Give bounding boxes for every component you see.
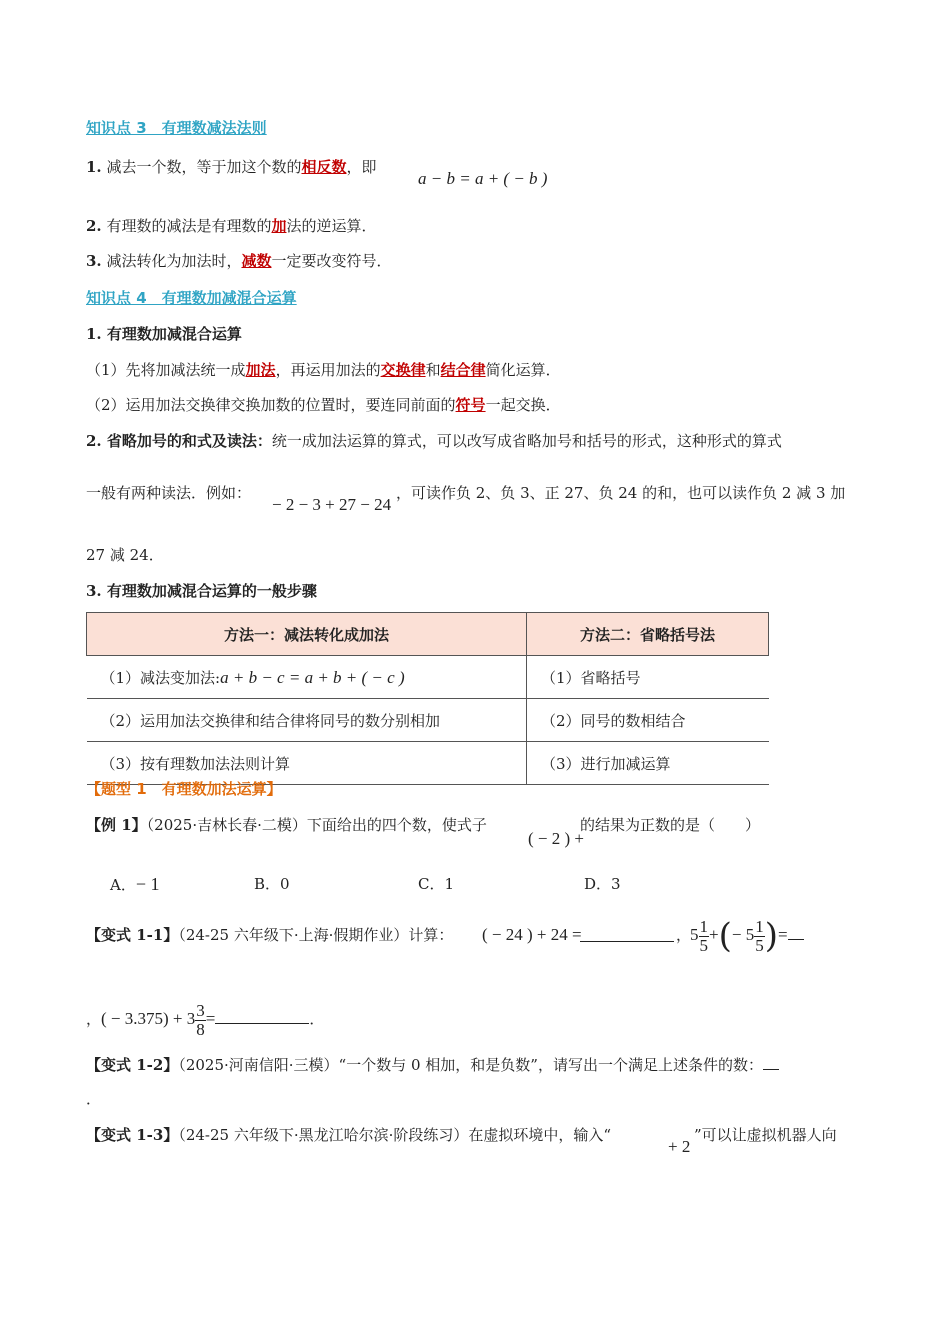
variant-label: 【变式 1-1】 [86, 926, 179, 944]
variant-label: 【变式 1-3】 [86, 1126, 179, 1144]
highlight: 减数 [241, 252, 272, 270]
kp3-point-2: 2. 有理数的减法是有理数的加法的逆运算． [86, 217, 377, 235]
text: 一定要改变符号． [271, 252, 392, 270]
cell-text: （1）减法变加法: [100, 668, 221, 687]
text: （24-25 六年级下·黑龙江哈尔滨·阶段练习）在虚拟环境中，输入“ [178, 1126, 612, 1144]
option-c: C．1 [418, 875, 455, 893]
table-cell: （2）运用加法交换律和结合律将同号的数分别相加 [87, 699, 527, 742]
heading-text: 有理数加减混合运算的一般步骤 [106, 582, 317, 600]
text: （24-25 六年级下·上海·假期作业）计算： [178, 926, 454, 944]
variant-1-2-end: ． [86, 1090, 102, 1108]
text: 有理数的减法是有理数的 [106, 217, 272, 235]
variant-label: 【变式 1-2】 [86, 1056, 179, 1074]
numerator: 3 [196, 1000, 205, 1020]
methods-table [86, 612, 769, 785]
fraction [754, 918, 765, 955]
text: （1）先将加减法统一成 [86, 361, 246, 379]
equals: = [205, 1009, 216, 1028]
text: 减去一个数，等于加这个数的 [106, 158, 302, 176]
highlight: 结合律 [440, 361, 486, 379]
period: ． [309, 1010, 325, 1028]
formula-example: − 2 − 3 + 27 − 24 [272, 495, 392, 514]
section-title-kp3: 知识点 3 有理数减法法则 [86, 119, 267, 137]
text: 减法转化为加法时， [106, 252, 242, 270]
text: （2025·吉林长春·二模）下面给出的四个数，使式子 [146, 816, 487, 834]
example-1-post: 的结果为正数的是（ ） [580, 816, 761, 834]
text: （2025·河南信阳·三模）“一个数与 0 相加，和是负数”，请写出一个满足上述条件的数： [178, 1056, 763, 1074]
option-b: B．0 [254, 875, 290, 893]
formula-v11-1: ( − 24 ) + 24 = [482, 925, 582, 944]
kp4-step-2 [86, 395, 561, 415]
formula: ( − 3.375) + 3 [101, 1009, 196, 1028]
text: 一起交换． [485, 396, 561, 414]
fraction [699, 918, 710, 955]
comma: ， [676, 926, 692, 944]
highlight: 加 [271, 217, 287, 235]
table-header: 方法一：减法转化成加法 [87, 613, 527, 656]
example-1-line [86, 815, 487, 835]
formula-ex1: ( − 2 ) + [528, 829, 584, 848]
text: ，即 [346, 158, 377, 176]
formula: a + b − c = a + b + ( − c ) [220, 667, 405, 687]
formula-v13: + 2 [668, 1137, 691, 1156]
kp4-heading-1: 1. 有理数加减混合运算 [86, 325, 242, 343]
option-value: − 1 [135, 874, 160, 894]
text: 和 [425, 361, 441, 379]
option-label: A． [110, 876, 136, 894]
denominator: 5 [699, 935, 708, 955]
denominator: 8 [196, 1019, 205, 1039]
table-header-row [87, 613, 769, 656]
table-cell [87, 656, 527, 699]
kp4-line-2-post: ，可读作负 2、负 3、正 27、负 24 的和，也可以读作负 2 减 3 加 [396, 484, 846, 502]
kp4-line-2-pre: 一般有两种读法．例如： [86, 484, 252, 502]
heading-text: 省略加号的和式及读法： [106, 432, 272, 450]
highlight: 符号 [455, 396, 486, 414]
fraction [195, 1002, 206, 1039]
formula-v11-2: 5 $\frac{1}{5}$ +(− 5 $\frac{1}{5}$ )= [690, 912, 804, 959]
heading-text: 有理数加减混合运算 [106, 325, 242, 343]
table-header: 方法二：省略括号法 [527, 613, 769, 656]
variant-1-3-post: ”可以让虚拟机器人向 [694, 1126, 837, 1144]
numerator: 1 [755, 916, 764, 936]
equals: = [777, 925, 788, 944]
table-cell: （1）省略括号 [527, 656, 769, 699]
option-a [110, 874, 160, 895]
plus: + [709, 925, 719, 944]
table-row [87, 656, 769, 699]
text: 简化运算． [485, 361, 561, 379]
variant-1-2-line [86, 1053, 779, 1075]
table-row [87, 699, 769, 742]
kp4-heading-3: 3. 有理数加减混合运算的一般步骤 [86, 582, 317, 600]
kp4-step-1 [86, 360, 561, 380]
option-d: D．3 [584, 875, 621, 893]
variant-1-3-line [86, 1125, 611, 1145]
text: （2）运用加法交换律交换加数的位置时，要连同前面的 [86, 396, 456, 414]
variant-1-1-line [86, 925, 453, 945]
whole: 5 [690, 925, 699, 944]
denominator: 5 [755, 935, 764, 955]
table-cell: （3）按有理数加法法则计算 [87, 742, 527, 785]
comma: ， [86, 1010, 102, 1028]
kp4-line-3: 27 减 24． [86, 546, 164, 564]
table-cell: （2）同号的数相结合 [527, 699, 769, 742]
highlight: 相反数 [301, 158, 347, 176]
kp4-heading-2: 2. 省略加号的和式及读法：统一成加法运算的算式，可以改写成省略加号和括号的形式，这种形式的算式 [86, 432, 782, 450]
answer-blank [580, 925, 674, 947]
text: 法的逆运算． [286, 217, 377, 235]
highlight: 交换律 [380, 361, 426, 379]
table-cell: （3）进行加减运算 [527, 742, 769, 785]
text: 统一成加法运算的算式，可以改写成省略加号和括号的形式，这种形式的算式 [271, 432, 782, 450]
topic-title: 【题型 1 有理数加法运算】 [86, 780, 282, 798]
formula-subtraction-rule: a − b = a + ( − b ) [418, 169, 548, 188]
kp3-point-1: 1. 减去一个数，等于加这个数的相反数，即 [86, 158, 377, 176]
text: ，再运用加法的 [275, 361, 381, 379]
numerator: 1 [699, 916, 708, 936]
inner: − 5 [731, 925, 755, 944]
kp3-point-3: 3. 减法转化为加法时，减数一定要改变符号． [86, 252, 392, 270]
example-label: 【例 1】 [86, 816, 147, 834]
section-title-kp4: 知识点 4 有理数加减混合运算 [86, 289, 297, 307]
variant-1-1-line-2 [86, 999, 324, 1039]
highlight: 加法 [245, 361, 276, 379]
